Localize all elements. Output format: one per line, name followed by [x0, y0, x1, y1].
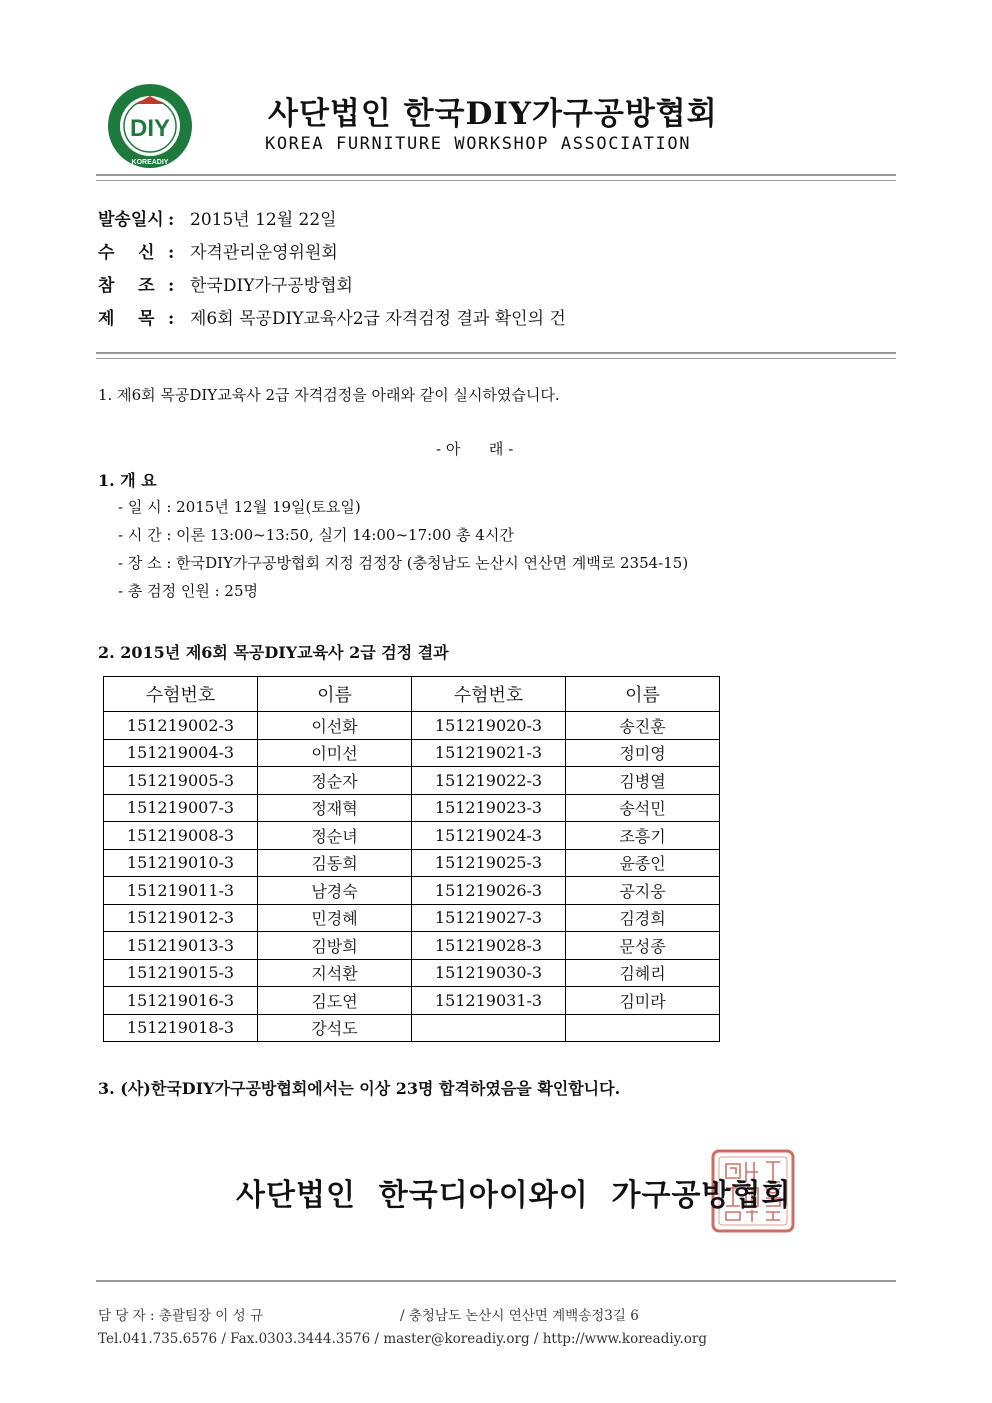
- table-row: [104, 987, 720, 1015]
- footer-divider: [96, 1280, 896, 1282]
- table-row: [104, 1014, 720, 1042]
- meta-colon: :: [168, 276, 175, 296]
- signature-organization: 사단법인 한국디아이와이 가구공방협회: [236, 1178, 792, 1213]
- name-cell: 정순녀: [258, 822, 412, 850]
- table-row: [104, 877, 720, 905]
- column-header: 이름: [258, 677, 412, 712]
- name-cell: 송진훈: [566, 712, 720, 740]
- name-cell: 김병열: [566, 767, 720, 795]
- exam-number-cell: 151219007-3: [104, 794, 258, 822]
- exam-number-cell: 151219031-3: [412, 987, 566, 1015]
- header-divider: [96, 174, 896, 181]
- table-row: [104, 822, 720, 850]
- table-row: [104, 767, 720, 795]
- below-marker: - 아 래 -: [436, 440, 514, 458]
- name-cell: 송석민: [566, 794, 720, 822]
- exam-number-cell: 151219025-3: [412, 849, 566, 877]
- name-cell: 문성종: [566, 932, 720, 960]
- meta-colon: :: [168, 210, 175, 230]
- meta-colon: :: [168, 243, 175, 263]
- meta-key: 수 신: [98, 243, 155, 263]
- name-cell: 지석환: [258, 959, 412, 987]
- table-row: [104, 739, 720, 767]
- exam-number-cell: 151219011-3: [104, 877, 258, 905]
- meta-row-recipient: [98, 238, 338, 263]
- table-row: [104, 712, 720, 740]
- exam-number-cell: [412, 1014, 566, 1042]
- overview-item-place: - 장 소 : 한국DIY가구공방협회 지정 검정장 (충청남도 논산시 연산면 계백로 2354-15): [118, 554, 689, 572]
- organization-subtitle: KOREA FURNITURE WORKSHOP ASSOCIATION: [265, 134, 692, 154]
- name-cell: 이선화: [258, 712, 412, 740]
- exam-number-cell: 151219005-3: [104, 767, 258, 795]
- logo-bottom-text: KOREADIY: [131, 159, 169, 166]
- name-cell: 민경혜: [258, 904, 412, 932]
- name-cell: 김도연: [258, 987, 412, 1015]
- name-cell: 김방희: [258, 932, 412, 960]
- name-cell: 조흥기: [566, 822, 720, 850]
- meta-value: 한국DIY가구공방협회: [190, 276, 353, 296]
- exam-number-cell: 151219018-3: [104, 1014, 258, 1042]
- exam-number-cell: 151219004-3: [104, 739, 258, 767]
- name-cell: 공지웅: [566, 877, 720, 905]
- meta-divider: [96, 352, 896, 359]
- name-cell: 김동희: [258, 849, 412, 877]
- logo-center-text: DIY: [129, 115, 171, 142]
- column-header: 수험번호: [104, 677, 258, 712]
- exam-number-cell: 151219022-3: [412, 767, 566, 795]
- exam-number-cell: 151219008-3: [104, 822, 258, 850]
- exam-number-cell: 151219020-3: [412, 712, 566, 740]
- name-cell: 김미라: [566, 987, 720, 1015]
- name-cell: 김혜리: [566, 959, 720, 987]
- meta-value: 2015년 12월 22일: [190, 210, 337, 230]
- meta-key: 참 조: [98, 276, 155, 296]
- table-row: [104, 904, 720, 932]
- exam-number-cell: 151219012-3: [104, 904, 258, 932]
- name-cell: 정순자: [258, 767, 412, 795]
- organization-title: 사단법인 한국DIY가구공방협회: [268, 96, 718, 132]
- overview-item-count: - 총 검정 인원 : 25명: [118, 582, 258, 600]
- exam-number-cell: 151219024-3: [412, 822, 566, 850]
- logo-emblem-icon: [106, 82, 194, 170]
- table-row: [104, 794, 720, 822]
- name-cell: 이미선: [258, 739, 412, 767]
- confirmation-text: 3. (사)한국DIY가구공방협회에서는 이상 23명 합격하였음을 확인합니다.: [98, 1079, 621, 1098]
- exam-number-cell: 151219026-3: [412, 877, 566, 905]
- meta-value: 자격관리운영위원회: [190, 243, 338, 263]
- exam-number-cell: 151219010-3: [104, 849, 258, 877]
- results-table: [103, 676, 720, 1042]
- footer-address: / 충청남도 논산시 연산면 계백송정3길 6: [400, 1308, 639, 1324]
- footer-contact-line: Tel.041.735.6576 / Fax.0303.3444.3576 / master@koreadiy.org / http://www.koreadiy.org: [98, 1331, 708, 1347]
- name-cell: 강석도: [258, 1014, 412, 1042]
- table-row: [104, 959, 720, 987]
- column-header: 이름: [566, 677, 720, 712]
- name-cell: 윤종인: [566, 849, 720, 877]
- table-row: [104, 849, 720, 877]
- meta-key: 제 목: [98, 309, 155, 329]
- intro-text: 1. 제6회 목공DIY교육사 2급 자격검정을 아래와 같이 실시하였습니다.: [98, 386, 560, 404]
- meta-row-reference: [98, 271, 353, 296]
- meta-row-date: [98, 205, 337, 230]
- meta-row-subject: [98, 304, 566, 329]
- exam-number-cell: 151219027-3: [412, 904, 566, 932]
- table-header-row: [104, 677, 720, 712]
- meta-colon: :: [168, 309, 175, 329]
- exam-number-cell: 151219023-3: [412, 794, 566, 822]
- exam-number-cell: 151219021-3: [412, 739, 566, 767]
- exam-number-cell: 151219028-3: [412, 932, 566, 960]
- name-cell: 정재혁: [258, 794, 412, 822]
- exam-number-cell: 151219002-3: [104, 712, 258, 740]
- name-cell: 정미영: [566, 739, 720, 767]
- footer-contact: 담 당 자 : 총괄팀장 이 성 규: [98, 1308, 263, 1324]
- exam-number-cell: 151219013-3: [104, 932, 258, 960]
- overview-item-time: - 시 간 : 이론 13:00~13:50, 실기 14:00~17:00 총 4시간: [118, 526, 514, 544]
- section-results-title: 2. 2015년 제6회 목공DIY교육사 2급 검정 결과: [98, 643, 449, 662]
- table-row: [104, 932, 720, 960]
- section-overview-title: 1. 개 요: [98, 471, 157, 490]
- exam-number-cell: 151219015-3: [104, 959, 258, 987]
- name-cell: [566, 1014, 720, 1042]
- overview-item-date: - 일 시 : 2015년 12월 19일(토요일): [118, 498, 361, 516]
- column-header: 수험번호: [412, 677, 566, 712]
- name-cell: 남경숙: [258, 877, 412, 905]
- exam-number-cell: 151219016-3: [104, 987, 258, 1015]
- association-logo: [106, 82, 194, 170]
- meta-key: 발송일시: [98, 210, 164, 230]
- meta-value: 제6회 목공DIY교육사2급 자격검정 결과 확인의 건: [190, 309, 566, 329]
- name-cell: 김경희: [566, 904, 720, 932]
- exam-number-cell: 151219030-3: [412, 959, 566, 987]
